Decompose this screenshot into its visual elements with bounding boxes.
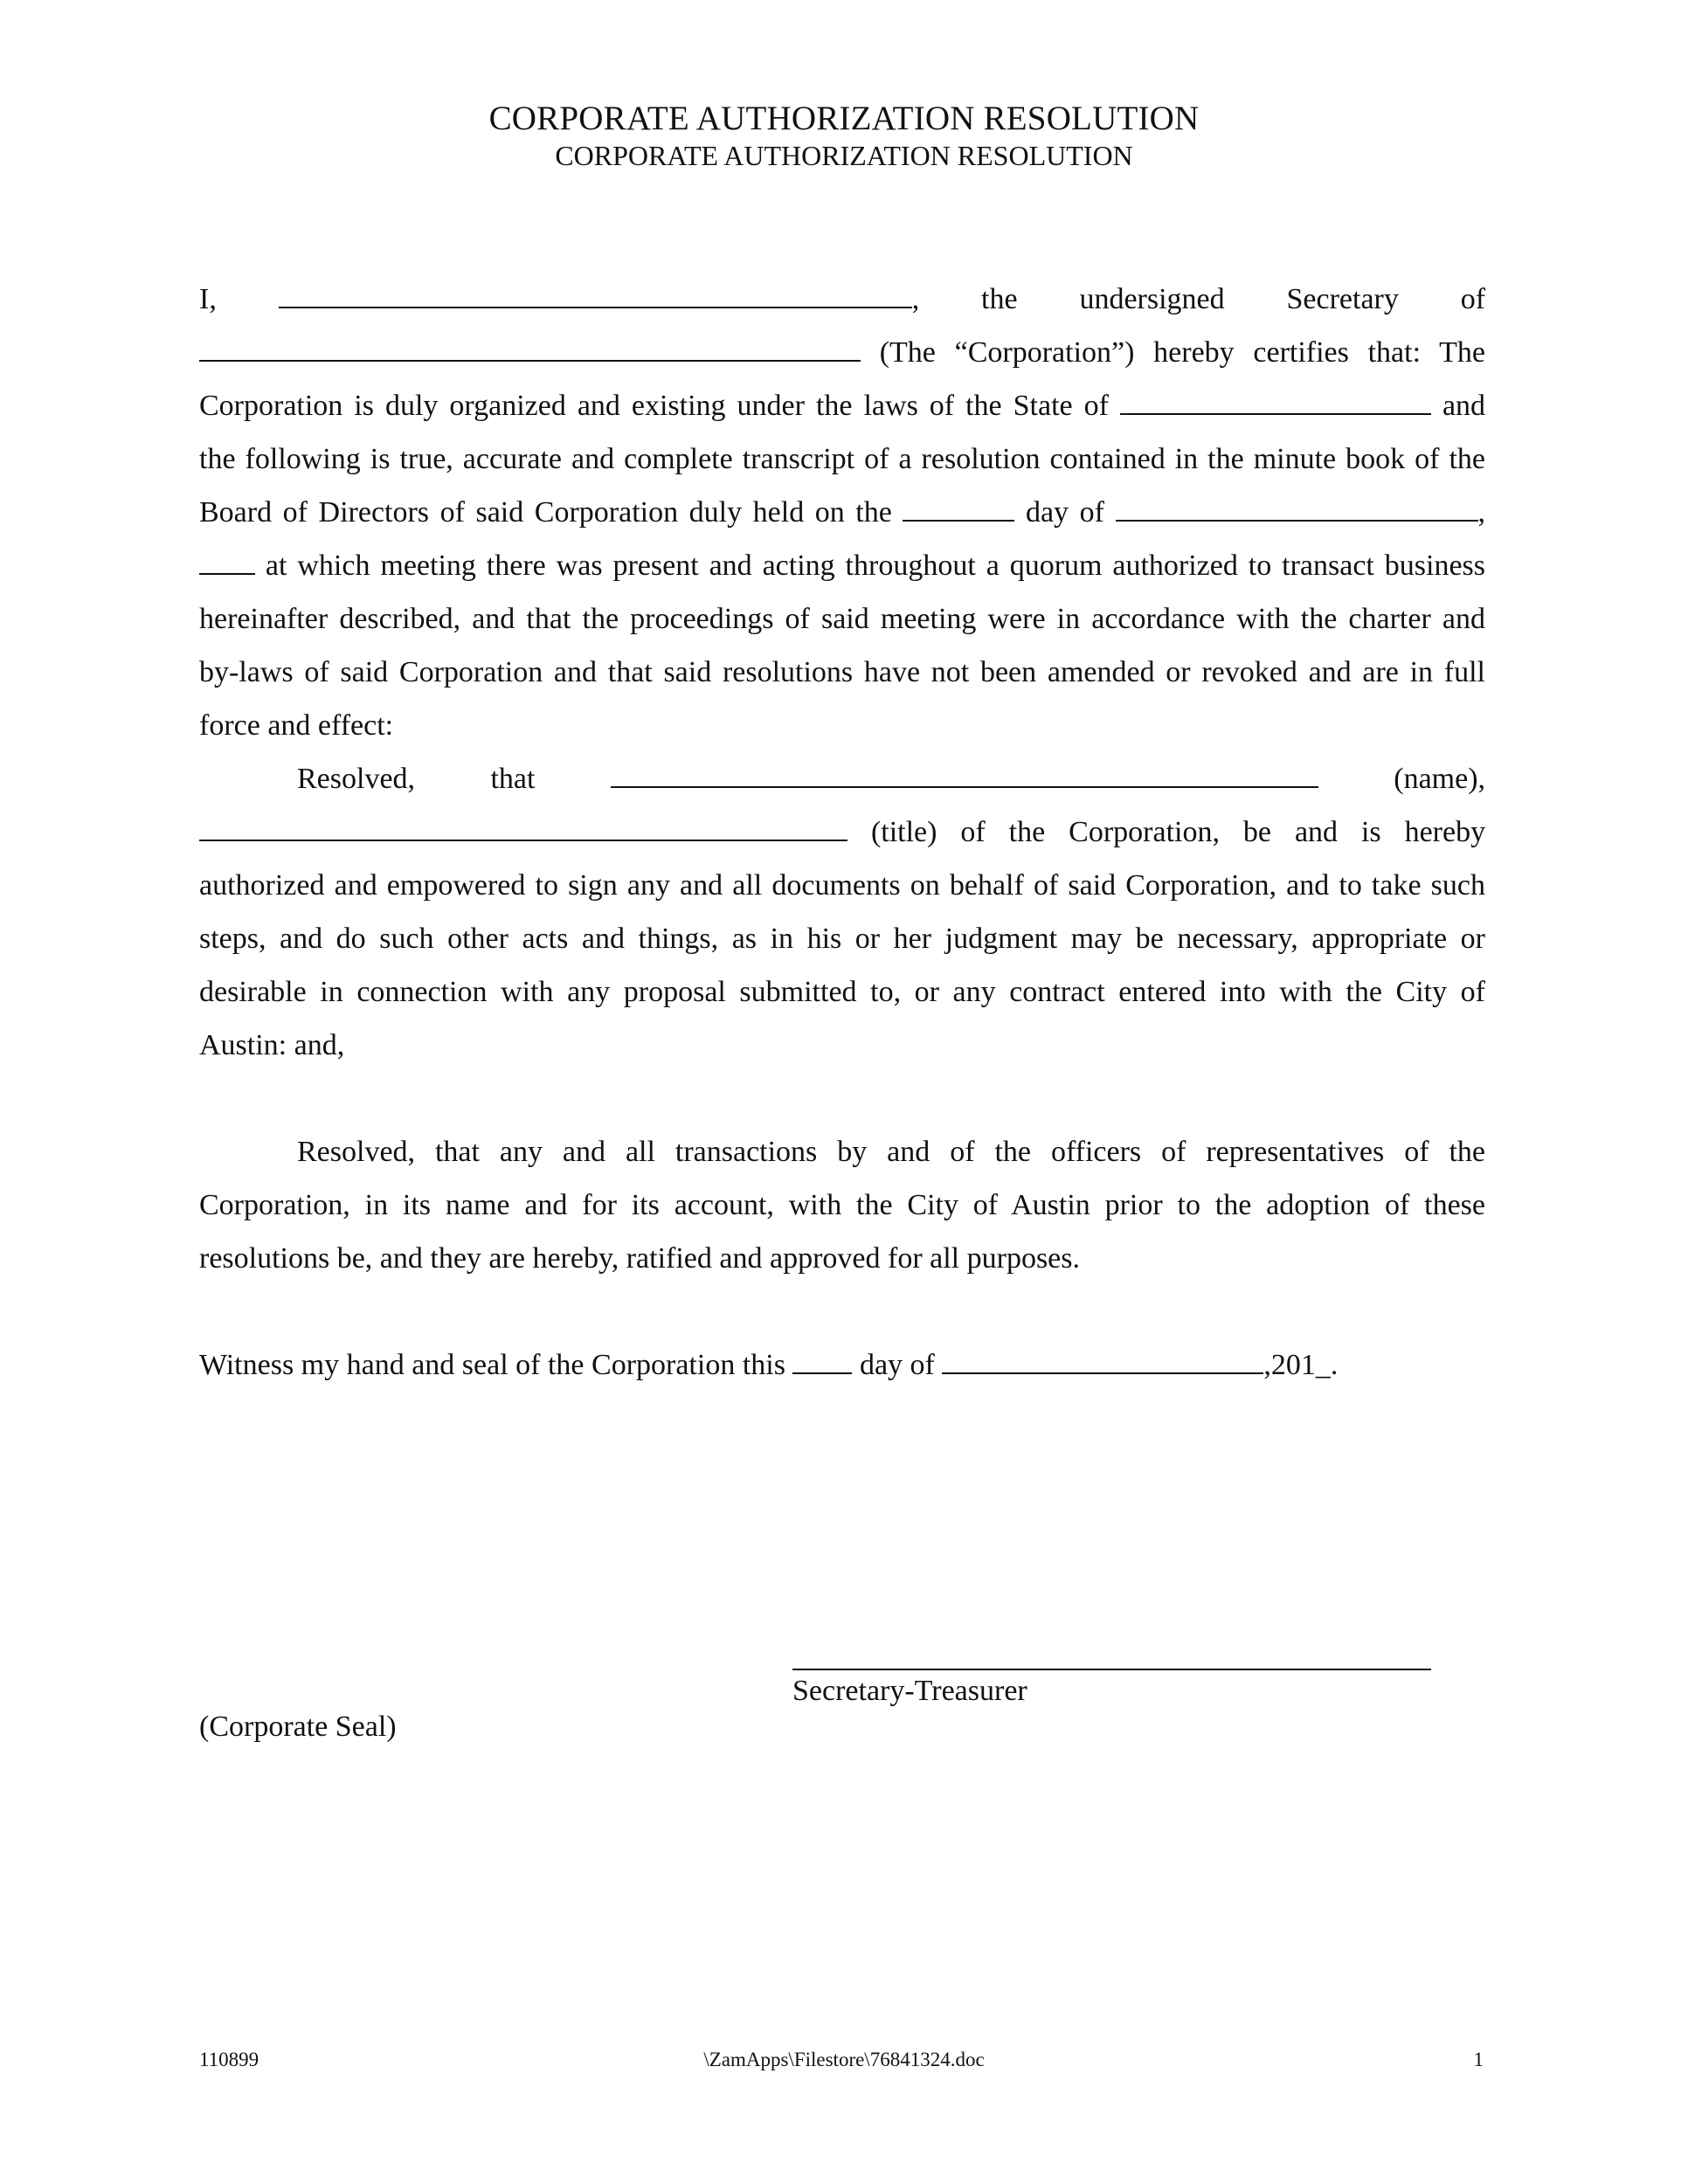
- meeting-year-blank[interactable]: [199, 547, 255, 575]
- authorized-name-blank[interactable]: [611, 760, 1318, 788]
- witness-line: Witness my hand and seal of the Corporation this day of ,201_.: [199, 1338, 1485, 1392]
- p2-line-4: steps, and do such other acts and things, as in his or her judgment may be necessary, appropriate or: [199, 923, 1485, 955]
- p1-line-9: force and effect:: [199, 709, 394, 742]
- p2-line-1: Resolved, that (name),: [199, 752, 1485, 805]
- p2-line-3: authorized and empowered to sign any and all documents on behalf of said Corporation, and to take such: [199, 869, 1485, 902]
- p1-line-1: I, , the undersigned Secretary of: [199, 273, 1485, 326]
- p1-line-5: Board of Directors of said Corporation duly held on the day of ,: [199, 486, 1485, 539]
- state-blank[interactable]: [1120, 387, 1431, 415]
- p1-line-6: at which meeting there was present and acting throughout a quorum authorized to transact business: [199, 539, 1485, 592]
- p3-line-2: Corporation, in its name and for its account, with the City of Austin prior to the adoption of these: [199, 1189, 1485, 1221]
- secretary-name-blank[interactable]: [279, 280, 912, 308]
- p2-line-5: desirable in connection with any proposal submitted to, or any contract entered into with the City of: [199, 976, 1485, 1008]
- p1-line-2: (The “Corporation”) hereby certifies that: The: [199, 326, 1485, 379]
- footer-doc-number: 110899: [199, 2049, 259, 2070]
- p1-line-8: by-laws of said Corporation and that said resolutions have not been amended or revoked and are in full: [199, 656, 1485, 688]
- meeting-day-blank[interactable]: [903, 494, 1014, 522]
- p3-line-1: Resolved, that any and all transactions by and of the officers of representatives of the: [297, 1136, 1485, 1168]
- meeting-month-blank[interactable]: [1116, 494, 1478, 522]
- footer-file-path: \ZamApps\Filestore\76841324.doc: [703, 2049, 985, 2070]
- p1-line-3: Corporation is duly organized and existing under the laws of the State of and: [199, 379, 1485, 432]
- p2-line-2: (title) of the Corporation, be and is hereby: [199, 805, 1485, 859]
- p2-line-6: Austin: and,: [199, 1029, 345, 1061]
- signature-label: Secretary-Treasurer: [792, 1675, 1027, 1707]
- footer-page-number: 1: [1473, 2049, 1484, 2070]
- corporation-name-blank[interactable]: [199, 334, 861, 362]
- p1-line-7: hereinafter described, and that the proceedings of said meeting were in accordance with the charter and: [199, 603, 1485, 635]
- corporate-seal-label: (Corporate Seal): [199, 1711, 397, 1743]
- witness-day-blank[interactable]: [792, 1346, 852, 1374]
- document-subtitle: CORPORATE AUTHORIZATION RESOLUTION: [555, 140, 1133, 171]
- p1-line-4: the following is true, accurate and complete transcript of a resolution contained in the minute book of the: [199, 443, 1485, 475]
- authorized-title-blank[interactable]: [199, 813, 847, 841]
- p3-line-3: resolutions be, and they are hereby, ratified and approved for all purposes.: [199, 1242, 1080, 1275]
- document-title: CORPORATE AUTHORIZATION RESOLUTION: [488, 100, 1200, 137]
- witness-month-blank[interactable]: [942, 1346, 1263, 1374]
